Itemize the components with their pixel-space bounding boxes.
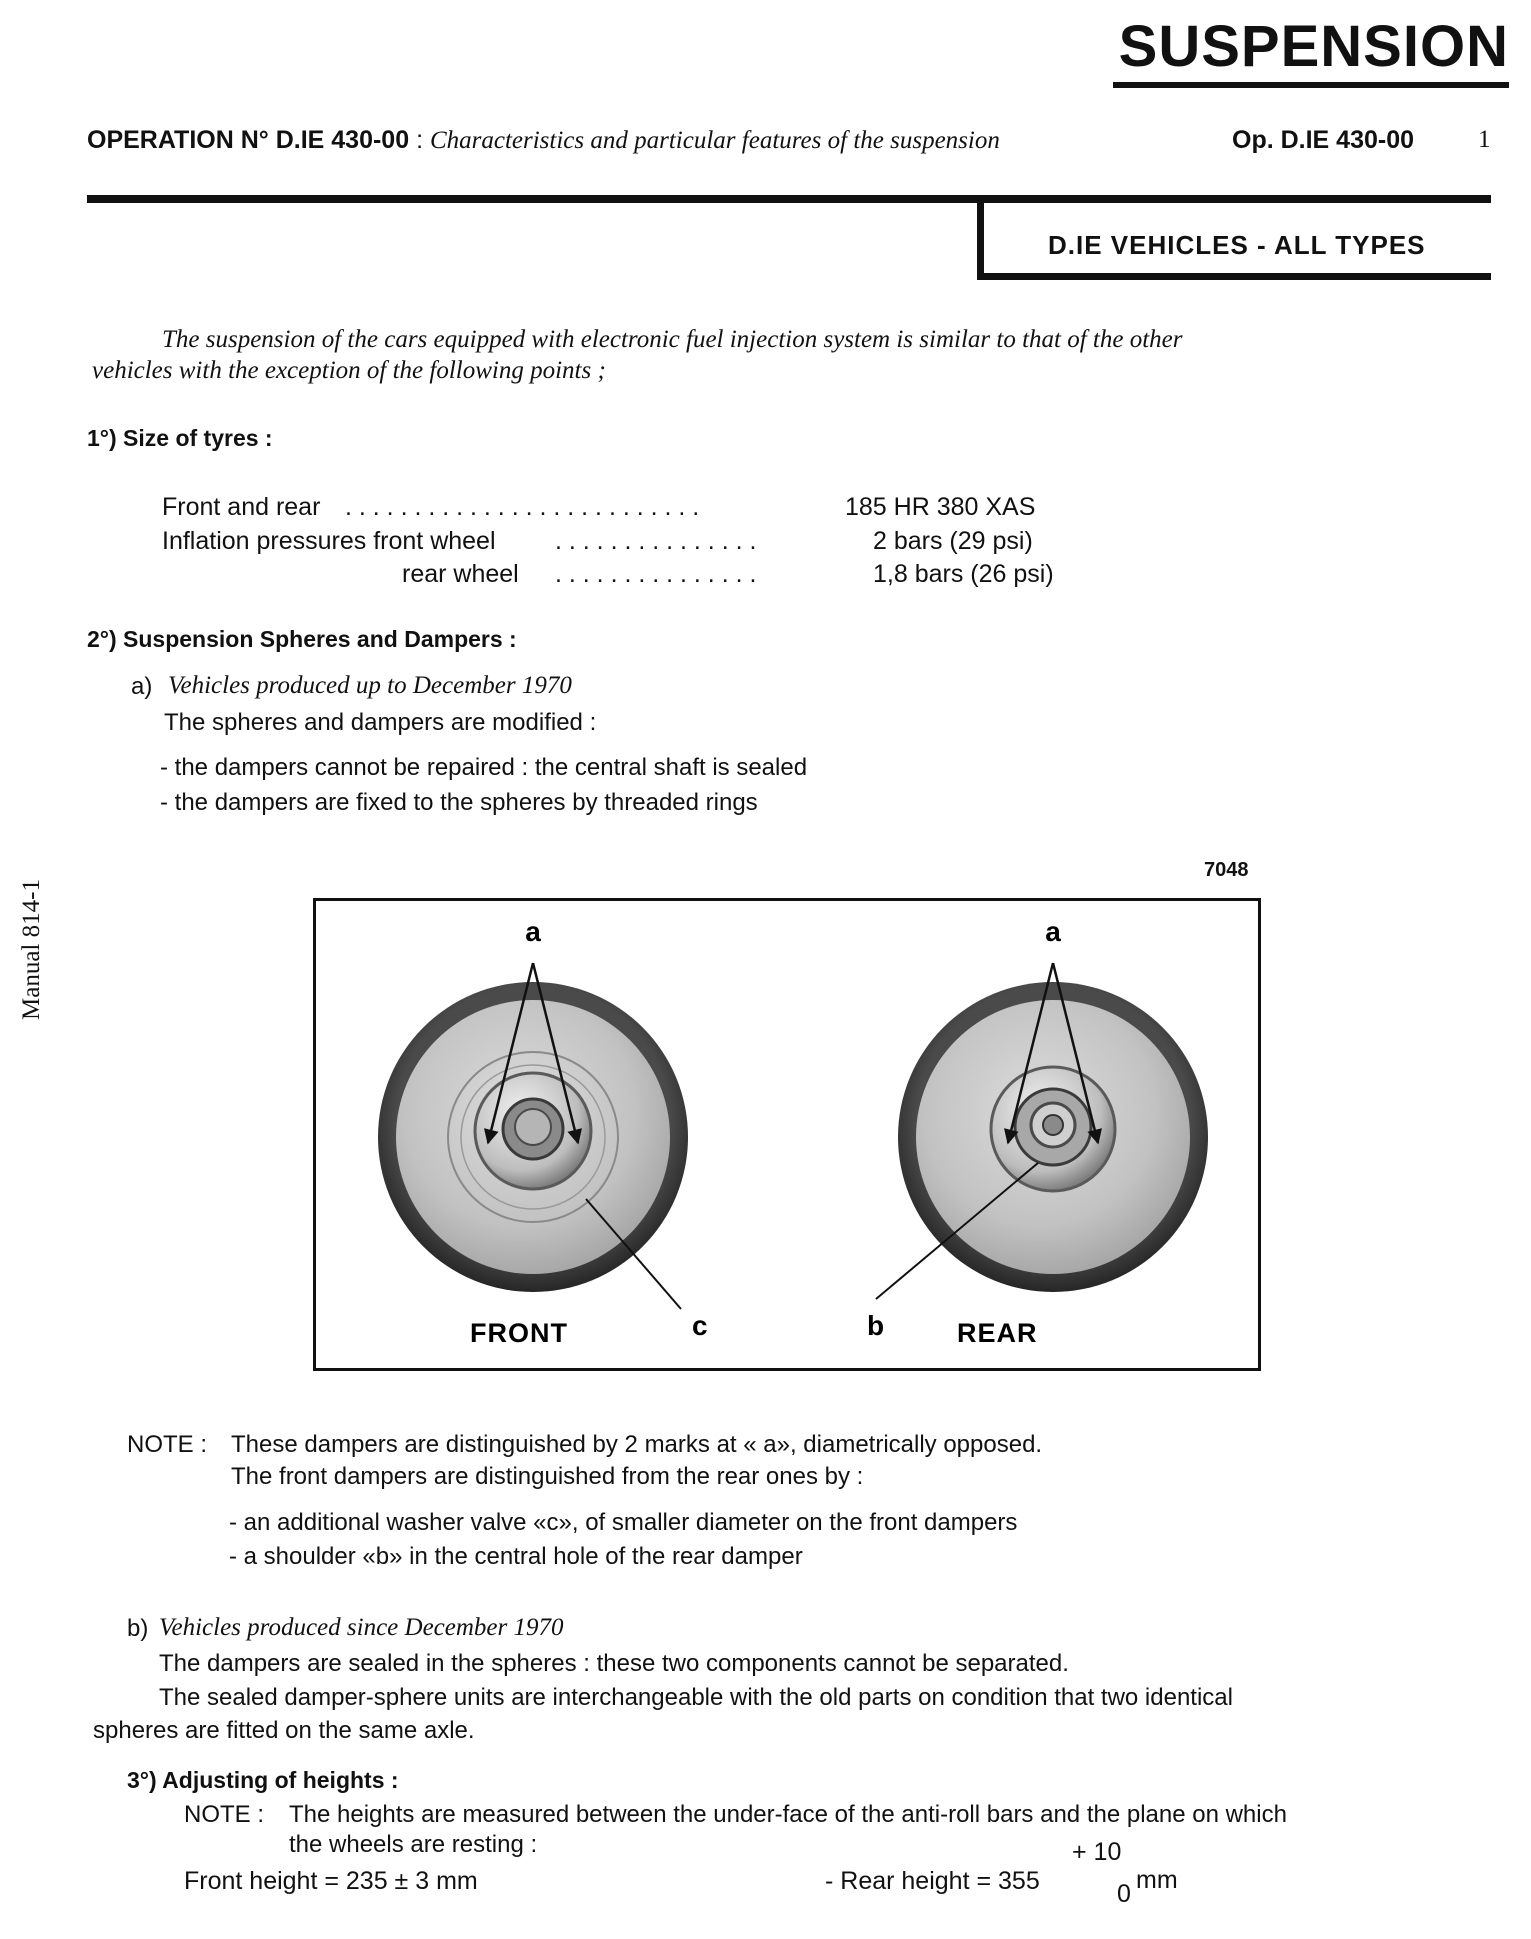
sub-a-item-1: - the dampers cannot be repaired : the central shaft is sealed [160,754,808,781]
sub-a-title: Vehicles produced up to December 1970 [168,672,572,699]
figure-label-rear: REAR [957,1318,1038,1348]
note-line-1: These dampers are distinguished by 2 marks at « a», diametrically opposed. [231,1431,1043,1458]
section-3-note-line-1: The heights are measured between the under-face of the anti-roll bars and the plane on which [289,1801,1287,1828]
sub-a-marker: a) [131,673,153,700]
front-height: Front height = 235 ± 3 mm [184,1867,478,1895]
damper-illustration [316,901,1258,1368]
note-item-2: - a shoulder «b» in the central hole of the rear damper [229,1543,803,1570]
rear-height: - Rear height = 355 [825,1867,1040,1895]
rear-height-tolerance-upper: + 10 [1072,1838,1122,1866]
operation-separator: : [409,126,430,154]
page-number: 1 [1478,126,1491,153]
tyre-row-value: 185 HR 380 XAS [845,493,1036,521]
pressure-front-dots: . . . . . . . . . . . . . . . [555,527,757,555]
page-title: SUSPENSION [1118,14,1509,79]
tyre-row-label: Front and rear [162,493,321,521]
pressure-rear-dots: . . . . . . . . . . . . . . . [555,560,757,588]
pressure-rear-label: rear wheel [402,560,519,588]
note-prefix: NOTE : [127,1431,208,1458]
note-item-1: - an additional washer valve «c», of smaller diameter on the front dampers [229,1509,1018,1536]
tyre-row-dots: . . . . . . . . . . . . . . . . . . . . . . . . . . [345,493,700,521]
section-3-note-prefix: NOTE : [184,1801,265,1828]
pressure-rear-value: 1,8 bars (26 psi) [873,560,1054,588]
sub-b-line-1: The dampers are sealed in the spheres : these two components cannot be separated. [159,1650,1069,1677]
manual-reference: Manual 814-1 [18,879,45,1020]
sub-b-line-2: The sealed damper-sphere units are interchangeable with the old parts on condition that two identical [159,1684,1233,1711]
section-3-heading: 3°) Adjusting of heights : [127,1767,399,1793]
operation-line [87,126,1000,155]
pressure-front-value: 2 bars (29 psi) [873,527,1033,555]
damper-figure [313,898,1261,1371]
operation-number: OPERATION N° D.IE 430-00 [87,126,410,154]
mark-c: c [692,1310,708,1341]
pressure-front-label: Inflation pressures front wheel [162,527,496,555]
sub-b-marker: b) [127,1615,149,1642]
figure-label-front: FRONT [470,1318,568,1348]
sub-b-line-3: spheres are fitted on the same axle. [93,1717,475,1744]
note-line-2: The front dampers are distinguished from the rear ones by : [231,1463,864,1490]
sub-a-item-2: - the dampers are fixed to the spheres by threaded rings [160,789,758,816]
mark-a-front: a [525,916,541,947]
mark-b: b [867,1310,885,1341]
vehicles-label: D.IE VEHICLES - ALL TYPES [1048,230,1426,260]
sub-b-title: Vehicles produced since December 1970 [159,1614,564,1641]
rear-damper [876,963,1208,1299]
rear-height-unit: mm [1136,1866,1178,1894]
front-damper [378,963,688,1309]
operation-reference: Op. D.IE 430-00 [1232,126,1415,154]
section-1-heading: 1°) Size of tyres : [87,425,273,451]
sub-a-text: The spheres and dampers are modified : [164,709,597,736]
intro-line-2: vehicles with the exception of the following points ; [92,357,606,384]
header-rule [87,195,1491,203]
title-underline [1113,82,1509,88]
section-3-note-line-2: the wheels are resting : [289,1831,538,1858]
section-2-heading: 2°) Suspension Spheres and Dampers : [87,626,517,652]
intro-line-1: The suspension of the cars equipped with electronic fuel injection system is similar to that of the other [162,326,1183,353]
mark-a-rear: a [1045,916,1061,947]
operation-description: Characteristics and particular features of the suspension [429,127,1000,154]
figure-number: 7048 [1204,859,1249,881]
rear-height-tolerance-lower: 0 [1117,1880,1131,1908]
